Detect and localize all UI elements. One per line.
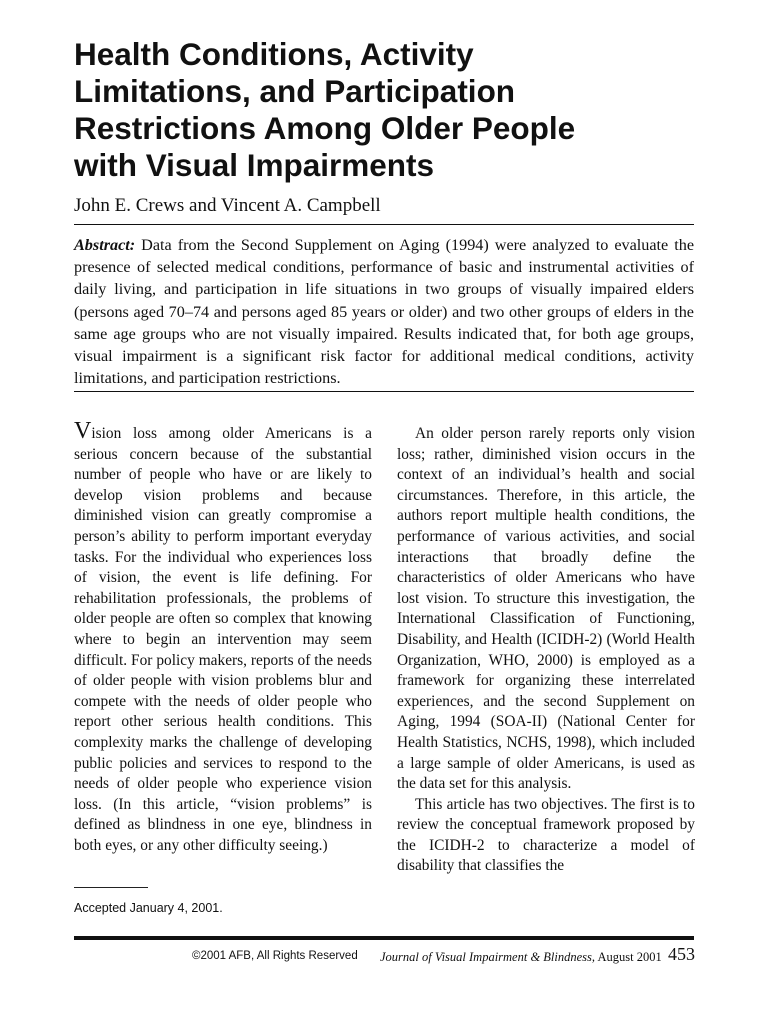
footer-copyright: ©2001 AFB, All Rights Reserved: [192, 950, 358, 962]
title-line: Restrictions Among Older People: [74, 110, 576, 146]
journal-name: Journal of Visual Impairment & Blindness,: [380, 950, 596, 964]
issue-date: August 2001: [595, 950, 662, 964]
article-title: [74, 36, 714, 184]
intro-paragraph: [74, 418, 372, 856]
body-column-right: [397, 424, 695, 877]
abstract-bottom-rule: [74, 391, 694, 392]
abstract-top-rule: [74, 224, 694, 225]
title-line: Health Conditions, Activity: [74, 36, 474, 72]
drop-cap: V: [74, 418, 92, 444]
title-line: Limitations, and Participation: [74, 73, 516, 109]
author-list: John E. Crews and Vincent A. Campbell: [74, 195, 381, 216]
abstract-text: Data from the Second Supplement on Aging (1994) were analyzed to evaluate the presence of selected medical conditions, performance of basic and instrumental activities of daily living, and participation in life situations in two groups of visually impaired elders (persons aged 70–74 and persons aged 85 years or older) and two other groups of elders in the same age groups who are not visually impaired. Results indicated that, for both age groups, visual impairment is a significant risk factor for additional medical conditions, activity limitations, and participation restrictions.: [74, 236, 695, 388]
body-column-left: [74, 418, 372, 856]
footer-journal: [380, 950, 662, 965]
footer-rule: [74, 936, 694, 940]
footnote-accepted-date: Accepted January 4, 2001.: [74, 901, 223, 915]
page-number: 453: [668, 944, 695, 964]
abstract-label: Abstract:: [74, 236, 136, 254]
body-paragraph: This article has two objectives. The first is to review the conceptual framework proposed by the ICIDH-2 to characterize a model of disability that classifies the: [397, 795, 695, 875]
body-paragraph: An older person rarely reports only vision loss; rather, diminished vision occurs in the context of an individual’s health and social circumstances. Therefore, in this article, the authors report multiple health conditions, the performance of various activities, and social interactions that broadly define the characteristics of older Americans who have lost vision. To structure this investigation, the International Classification of Functioning, Disability, and Health (ICIDH-2) (World Health Organization, WHO, 2000) is employed as a framework for organizing these interrelated experiences, and the second Supplement on Aging, 1994 (SOA-II) (National Center for Health Statistics, NCHS, 1998), which included a large sample of older Americans, is used as the data set for this analysis.: [397, 425, 695, 793]
intro-paragraph-text: ision loss among older Americans is a serious concern because of the substantial number of people who have or are likely to develop vision problems and because diminished vision can greatly compromise a person’s ability to perform important everyday tasks. For the individual who experiences loss of vision, the event is life defining. For rehabilitation professionals, the problems of older people are often so complex that knowing where to begin an intervention may seem difficult. For policy makers, reports of the needs of older people with vision problems blur and compete with the needs of older people who report other serious health conditions. This complexity marks the challenge of developing public policies and services to respond to the needs of older people who experience vision loss. (In this article, “vision problems” is defined as blindness in one eye, blindness in both eyes, or any other difficulty seeing.): [74, 425, 372, 854]
footnote-rule: [74, 887, 148, 888]
abstract: [74, 234, 694, 389]
title-line: with Visual Impairments: [74, 147, 435, 183]
